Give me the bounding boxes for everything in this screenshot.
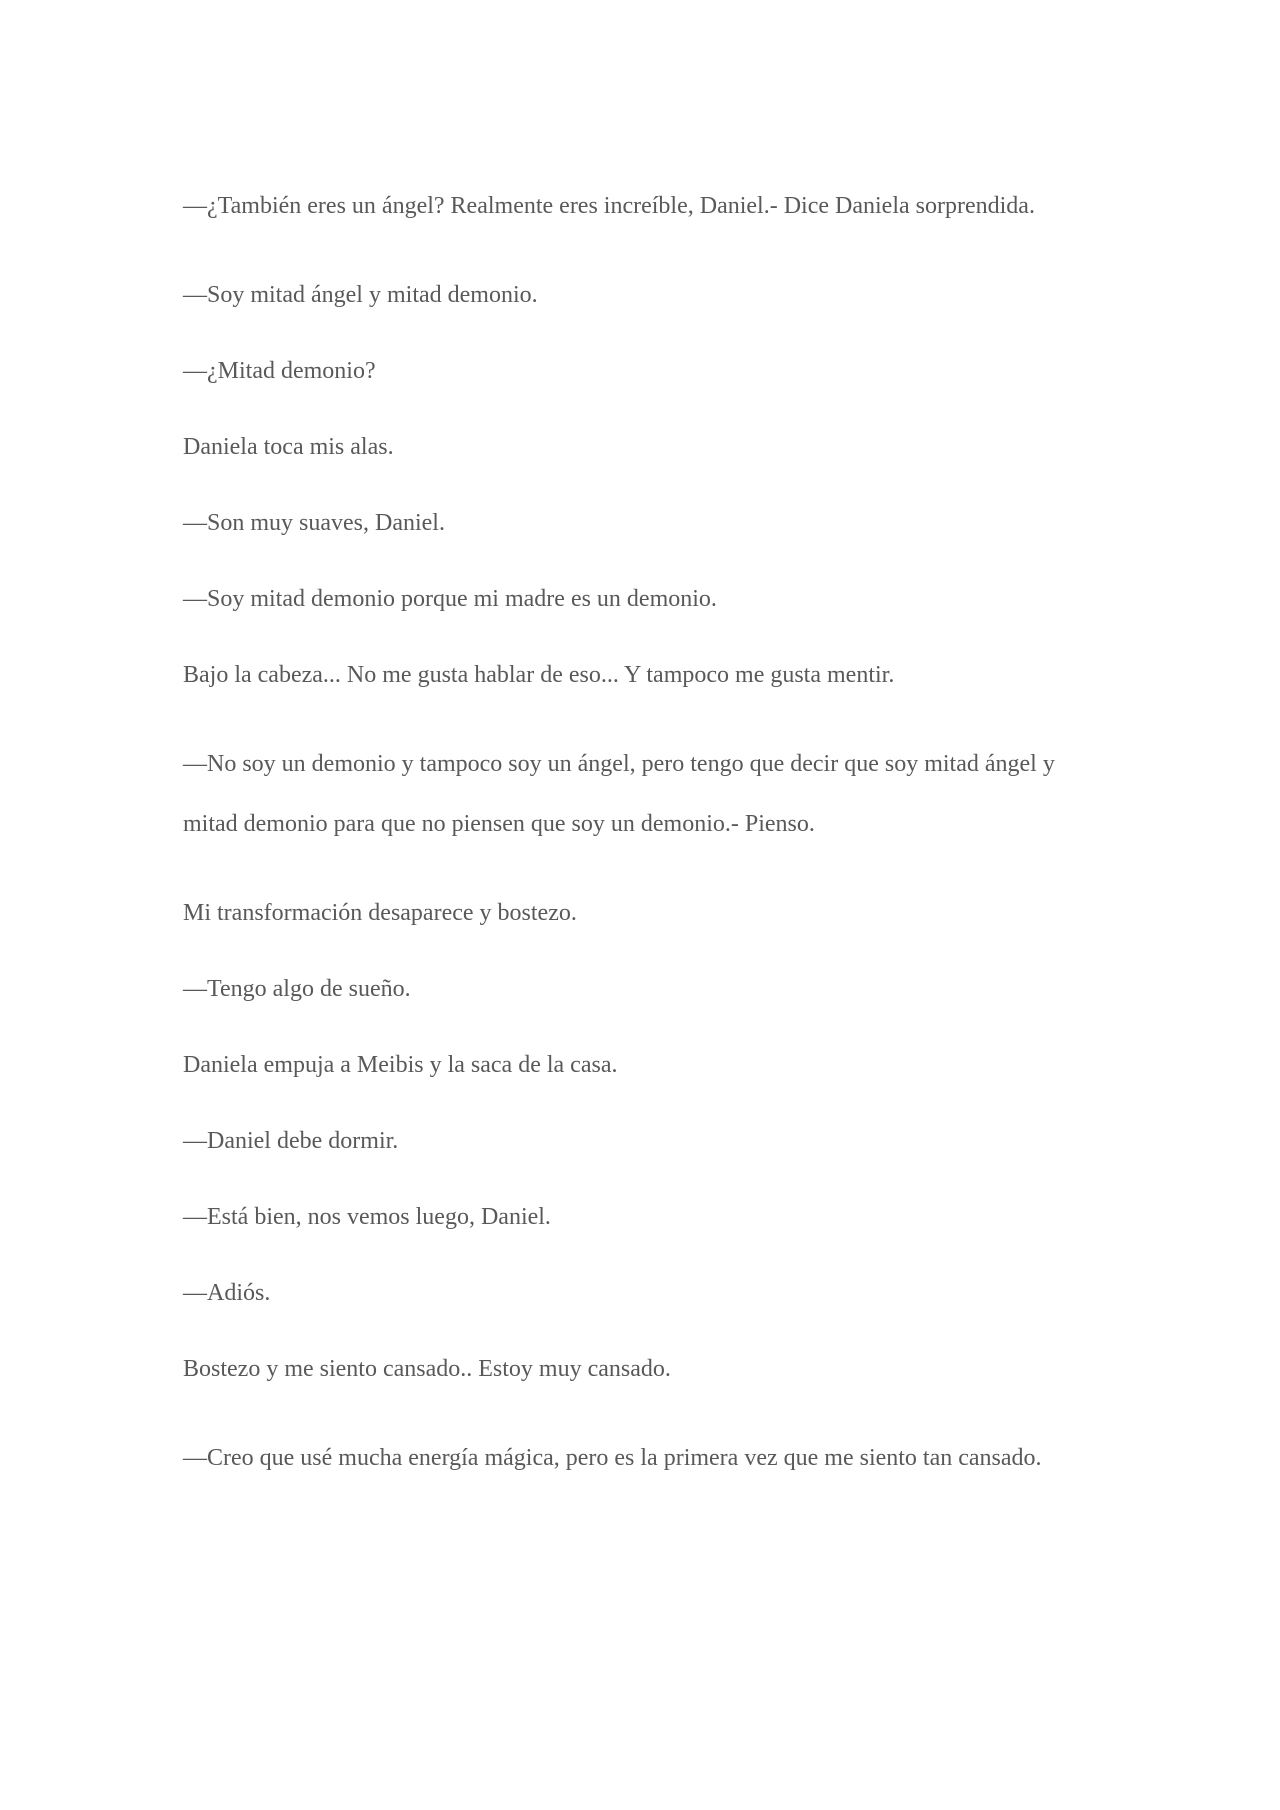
paragraph-5: —Son muy suaves, Daniel. — [183, 510, 445, 536]
paragraph-14: —Adiós. — [183, 1280, 271, 1306]
paragraph-1: —¿También eres un ángel? Realmente eres increíble, Daniel.- Dice Daniela sorprendida. — [183, 193, 1035, 219]
paragraph-13: —Está bien, nos vemos luego, Daniel. — [183, 1204, 551, 1230]
paragraph-10: —Tengo algo de sueño. — [183, 976, 411, 1002]
paragraph-7: Bajo la cabeza... No me gusta hablar de eso... Y tampoco me gusta mentir. — [183, 662, 895, 688]
paragraph-11: Daniela empuja a Meibis y la saca de la casa. — [183, 1052, 618, 1078]
paragraph-3: —¿Mitad demonio? — [183, 358, 376, 384]
paragraph-2: —Soy mitad ángel y mitad demonio. — [183, 282, 538, 308]
paragraph-16: —Creo que usé mucha energía mágica, pero es la primera vez que me siento tan cansado. — [183, 1445, 1042, 1471]
paragraph-6: —Soy mitad demonio porque mi madre es un demonio. — [183, 586, 717, 612]
document-body — [183, 176, 1083, 1530]
paragraph-8: —No soy un demonio y tampoco soy un ángel, pero tengo que decir que soy mitad ángel y mitad demonio para que no piensen que soy un demonio.- Pienso. — [183, 751, 1055, 837]
paragraph-15: Bostezo y me siento cansado.. Estoy muy cansado. — [183, 1356, 671, 1382]
paragraph-12: —Daniel debe dormir. — [183, 1128, 399, 1154]
paragraph-9: Mi transformación desaparece y bostezo. — [183, 900, 577, 926]
paragraph-4: Daniela toca mis alas. — [183, 434, 394, 460]
